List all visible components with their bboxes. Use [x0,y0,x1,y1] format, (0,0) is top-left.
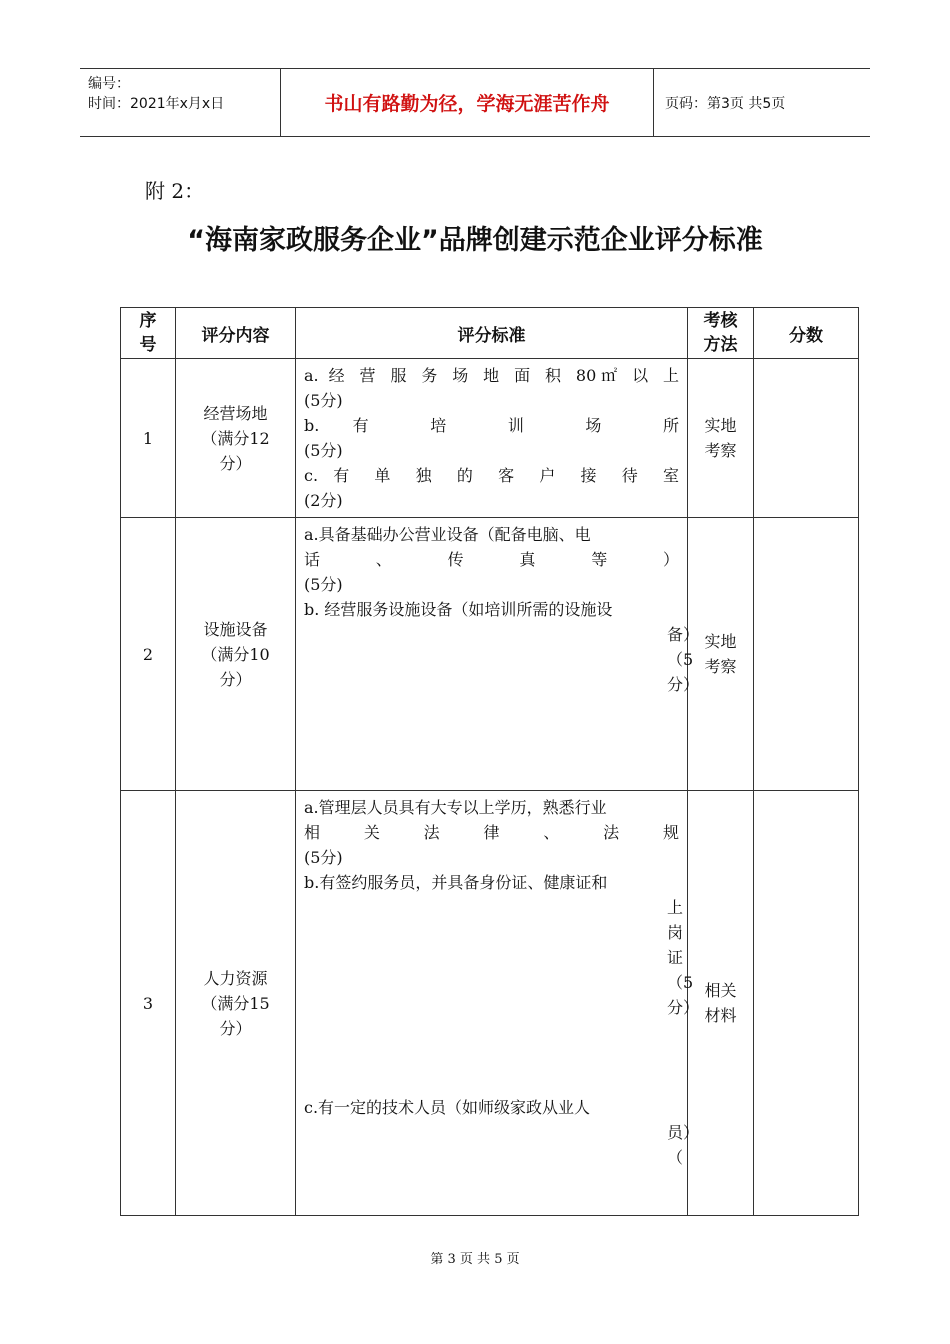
criteria-c: c.有一定的技术人员（如师级家政从业人 [304,1098,591,1117]
row-no: 2 [121,518,176,791]
row-method: 实地考察 [688,518,754,791]
page-footer: 第 3 页 共 5 页 [430,1252,520,1267]
col-header-content: 评分内容 [176,308,296,359]
row-content: 设施设备（满分10分） [176,518,296,791]
criteria-c-overflow: 员）（ [667,1123,700,1167]
document-title: “海南家政服务企业”品牌创建示范企业评分标准 [187,225,763,256]
row-score [754,518,859,791]
scoring-table [120,307,859,1216]
row-criteria: a.管理层人员具有大专以上学历，熟悉行业 相 关 法 律 、 法 规 (5分) b.有签约服务员，并具备身份证、健康证和 上岗证（5分） c.有一定的技术人员（如师级家政从业人 员）（ [296,791,688,1216]
row-no: 3 [121,791,176,1216]
col-header-criteria: 评分标准 [296,308,688,359]
header-meta [80,69,281,136]
criteria-overflow: 上岗证（5分） [667,898,700,1017]
table-row [121,791,859,1216]
row-no: 1 [121,359,176,518]
col-header-score: 分数 [754,308,859,359]
header-motto: 书山有路勤为径，学海无涯苦作舟 [281,69,654,136]
row-method: 相关材料 [688,791,754,1216]
page-header [80,68,870,137]
row-criteria: a. 经 营 服 务 场 地 面 积 80㎡ 以 上 (5分) b. 有 培 训 场 所 (5分) c. 有 单 独 的 客 户 接 待 室 (2分) [296,359,688,518]
row-content: 经营场地（满分12分） [176,359,296,518]
row-method: 实地考察 [688,359,754,518]
col-header-no: 序号 [121,308,176,359]
time-label: 时间：2021年x月x日 [88,96,225,112]
row-content: 人力资源（满分15分） [176,791,296,1216]
row-score [754,359,859,518]
criteria-overflow: 备）（5分） [667,625,700,694]
table-row [121,359,859,518]
table-row [121,518,859,791]
row-criteria: a.具备基础办公营业设备（配备电脑、电 话 、 传 真 等 ） (5分) b. 经营服务设施设备（如培训所需的设施设 备）（5分） [296,518,688,791]
header-page-info: 页码：第3页 共5页 [665,95,786,112]
row-score [754,791,859,1216]
number-label: 编号： [88,76,130,92]
table-header-row [121,308,859,359]
col-header-method: 考核方法 [688,308,754,359]
attachment-label: 附 2： [145,179,205,203]
